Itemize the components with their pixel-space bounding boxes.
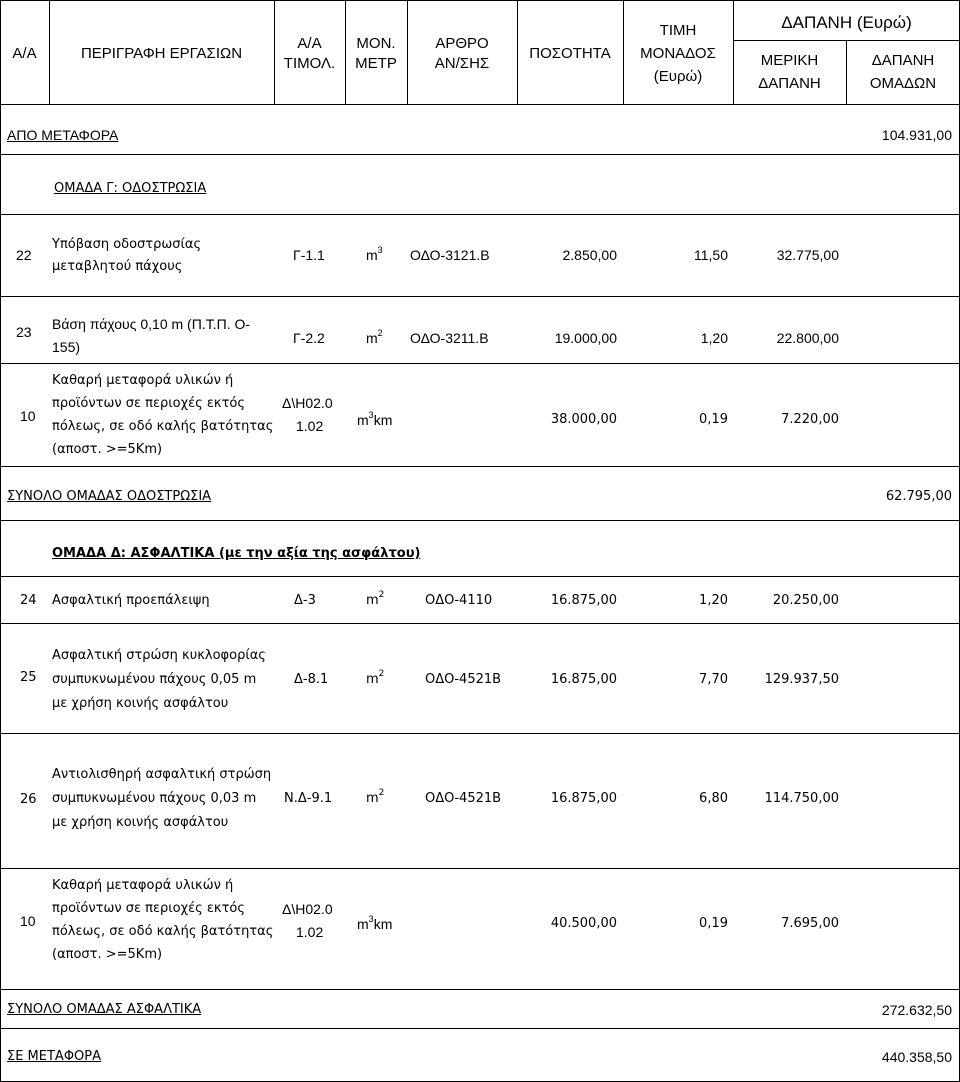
row-divider (0, 989, 960, 990)
row-unit-exp: 3 (368, 914, 374, 924)
row-desc-line: (αποστ. >=5Km) (52, 442, 163, 457)
row-price-no: Ν.Δ-9.1 (284, 791, 333, 806)
row-aa: 23 (16, 324, 32, 340)
row-desc-line: Ασφαλτική προεπάλειψη (52, 593, 210, 608)
row-article: ΟΔΟ-4110 (425, 593, 493, 608)
header-description: ΠΕΡΙΓΡΑΦΗ ΕΡΓΑΣΙΩΝ (80, 45, 243, 62)
row-divider (0, 733, 960, 734)
row-article: ΟΔΟ-4521Β (425, 672, 502, 687)
group-g-total-value: 62.795,00 (885, 489, 952, 504)
row-aa: 24 (20, 593, 37, 608)
row-unit-exp: 3 (368, 410, 374, 420)
header-quantity: ΠΟΣΟΤΗΤΑ (529, 45, 611, 62)
row-desc-line: προϊόντων σε περιοχές εκτός (52, 396, 246, 411)
header-article-1: ΑΡΘΡΟ (435, 35, 489, 52)
row-qty: 38.000,00 (550, 412, 617, 427)
carry-over-value: 440.358,50 (881, 1049, 952, 1065)
row-desc-line: Ασφαλτική στρώση κυκλοφορίας (52, 648, 266, 663)
col-divider (846, 40, 847, 104)
row-unit-base: m (357, 412, 369, 428)
row-price: 1,20 (700, 330, 728, 346)
row-desc-line: Αντιολισθηρή ασφαλτική στρώση (52, 767, 272, 782)
row-article: ΟΔΟ-3211.Β (410, 330, 489, 346)
row-unit-base: m (357, 916, 369, 932)
header-subdivider (733, 40, 960, 41)
carry-over-label: ΣΕ ΜΕΤΑΦΟΡΑ (7, 1049, 102, 1064)
row-unit-base: m (366, 791, 379, 806)
carry-forward-label: ΑΠΟ ΜΕΤΑΦΟΡΑ (7, 127, 119, 143)
row-unit-exp: 3 (377, 245, 383, 255)
row-desc-line: πόλεως, σε οδό καλής βατότητας (52, 419, 274, 434)
group-g-total-label: ΣΥΝΟΛΟ ΟΜΑΔΑΣ ΟΔΟΣΤΡΩΣΙΑ (7, 489, 212, 504)
row-aa: 26 (20, 792, 37, 807)
row-unit-base: m (366, 593, 379, 608)
row-divider (0, 1028, 960, 1029)
row-price: 7,70 (699, 672, 728, 687)
row-price-no-line-2: 1.02 (296, 924, 324, 940)
row-unit-suffix: km (373, 412, 393, 428)
row-divider (0, 214, 960, 215)
header-unit-price-1: ΤΙΜΗ (659, 22, 697, 39)
header-unit-price-3: (Ευρώ) (653, 68, 703, 85)
row-unit-base: m (366, 247, 378, 263)
row-desc-line: μεταβλητού πάχους (52, 259, 183, 274)
row-price-no: Γ-2.2 (293, 330, 325, 346)
row-unit-exp: 2 (377, 328, 383, 338)
row-price: 1,20 (699, 593, 728, 608)
row-unit (366, 669, 385, 687)
row-desc-line: Υπόβαση οδοστρωσίας (52, 237, 202, 252)
row-unit (357, 914, 393, 932)
row-desc-line: προϊόντων σε περιοχές εκτός (52, 901, 246, 916)
row-desc-line: Βάση πάχους 0,10 m (Π.Τ.Π. Ο- (52, 316, 251, 332)
row-price-no-line-2: 1.02 (296, 418, 324, 434)
row-article: ΟΔΟ-4521Β (425, 791, 502, 806)
row-divider (0, 868, 960, 869)
header-group-total-2: ΟΜΑΔΩΝ (869, 75, 937, 92)
row-qty: 2.850,00 (562, 247, 617, 263)
header-aa: Α/Α (12, 45, 37, 62)
row-qty: 19.000,00 (554, 330, 617, 346)
header-group-total-1: ΔΑΠΑΝΗ (871, 52, 935, 69)
header-cost-group: ΔΑΠΑΝΗ (Ευρώ) (781, 13, 912, 32)
row-desc-line: συμπυκνωμένου πάχους 0,03 m (52, 791, 257, 806)
header-unit-2: ΜΕΤΡ (355, 55, 397, 72)
row-desc-line: με χρήση κοινής ασφάλτου (52, 815, 229, 830)
row-unit-exp: 2 (378, 669, 385, 679)
row-divider (0, 520, 960, 521)
row-price: 11,50 (694, 247, 728, 263)
row-price: 0,19 (699, 412, 728, 427)
row-unit (366, 590, 385, 608)
row-divider (0, 154, 960, 155)
row-aa: 10 (20, 913, 36, 929)
row-divider (0, 466, 960, 467)
row-desc-line: Καθαρή μεταφορά υλικών ή (52, 373, 234, 388)
group-d-title: ΟΜΑΔΑ Δ: ΑΣΦΑΛΤΙΚΑ (με την αξία της ασφάλτου) (52, 546, 421, 561)
carry-forward-value: 104.931,00 (881, 127, 952, 143)
col-divider (274, 0, 275, 104)
row-price: 0,19 (699, 916, 728, 931)
header-partial-1: ΜΕΡΙΚΗ (760, 52, 819, 69)
row-partial: 22.800,00 (776, 330, 839, 346)
row-qty: 16.875,00 (550, 593, 617, 608)
header-partial-2: ΔΑΠΑΝΗ (758, 75, 821, 92)
col-divider (407, 0, 408, 104)
header-bottom-line (0, 104, 960, 105)
group-d-total-label: ΣΥΝΟΛΟ ΟΜΑΔΑΣ ΑΣΦΑΛΤΙΚΑ (7, 1002, 202, 1017)
group-g-title: ΟΜΑΔΑ Γ: ΟΔΟΣΤΡΩΣΙΑ (54, 181, 207, 196)
row-partial: 129.937,50 (764, 672, 839, 687)
row-price-no: Δ\Η02.0 (282, 395, 333, 411)
row-price-no: Δ-3 (294, 593, 316, 608)
row-price: 6,80 (699, 791, 728, 806)
row-desc-line: με χρήση κοινής ασφάλτου (52, 696, 229, 711)
row-divider (0, 296, 960, 297)
row-unit-suffix: km (373, 916, 393, 932)
row-desc-line: 155) (52, 339, 81, 355)
row-qty: 16.875,00 (550, 672, 617, 687)
row-partial: 32.775,00 (776, 247, 839, 263)
row-desc-line: Καθαρή μεταφορά υλικών ή (52, 878, 234, 893)
row-unit-exp: 2 (378, 788, 385, 798)
row-article: ΟΔΟ-3121.Β (410, 247, 490, 263)
row-divider (0, 623, 960, 624)
row-qty: 16.875,00 (550, 791, 617, 806)
header-price-aa-2: ΤΙΜΟΛ. (283, 55, 336, 72)
row-aa: 10 (20, 408, 36, 424)
row-unit-base: m (366, 672, 379, 687)
row-qty: 40.500,00 (550, 916, 617, 931)
row-unit-exp: 2 (378, 590, 385, 600)
header-unit-price-2: ΜΟΝΑΔΟΣ (640, 45, 716, 62)
group-d-total-value: 272.632,50 (881, 1002, 952, 1018)
row-partial: 114.750,00 (764, 791, 839, 806)
row-divider (0, 363, 960, 364)
row-desc-line: συμπυκνωμένου πάχους 0,05 m (52, 672, 257, 687)
row-aa: 25 (20, 670, 37, 685)
row-partial: 7.220,00 (781, 412, 839, 427)
row-desc-line: (αποστ. >=5Km) (52, 947, 163, 962)
row-price-no: Δ\Η02.0 (282, 901, 333, 917)
header-price-aa-1: Α/Α (297, 35, 322, 52)
row-partial: 20.250,00 (772, 593, 839, 608)
row-price-no: Γ-1.1 (293, 247, 325, 263)
row-aa: 22 (16, 247, 32, 263)
row-divider (0, 576, 960, 577)
row-unit (357, 410, 393, 428)
row-price-no: Δ-8.1 (294, 672, 329, 687)
header-article-2: ΑΝ/ΣΗΣ (434, 55, 490, 72)
row-desc-line: πόλεως, σε οδό καλής βατότητας (52, 924, 274, 939)
row-unit (366, 328, 383, 346)
col-divider (345, 0, 346, 104)
row-unit-base: m (366, 330, 378, 346)
row-unit (366, 245, 383, 263)
header-unit-1: ΜΟΝ. (356, 35, 396, 52)
row-partial: 7.695,00 (781, 916, 839, 931)
row-unit (366, 788, 385, 806)
